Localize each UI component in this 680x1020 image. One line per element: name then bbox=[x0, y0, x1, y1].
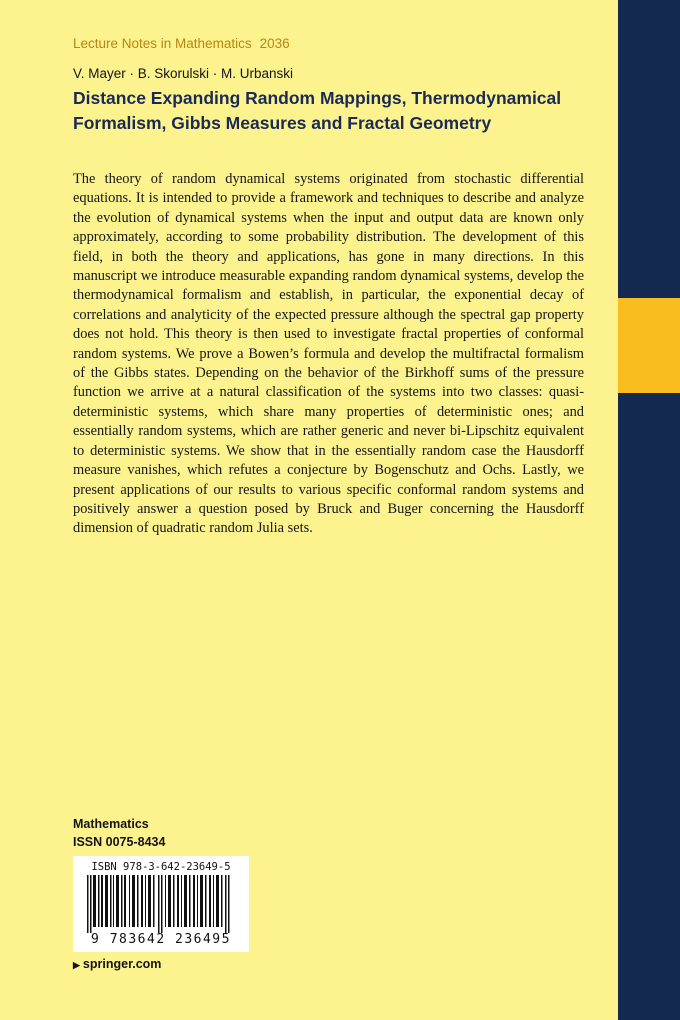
arrow-right-icon: ▶ bbox=[73, 960, 80, 970]
authors: V. Mayer · B. Skorulski · M. Urbanski bbox=[73, 66, 294, 81]
spine-band bbox=[618, 0, 680, 1020]
barcode-bars-icon bbox=[83, 875, 239, 933]
website-text: springer.com bbox=[82, 957, 162, 971]
book-title: Distance Expanding Random Mappings, Thermodynamical Formalism, Gibbs Measures and Fractal Geometry bbox=[73, 88, 562, 133]
series-number: 2036 bbox=[259, 36, 290, 51]
series-line bbox=[73, 36, 290, 51]
subject-label: Mathematics bbox=[73, 817, 149, 831]
isbn-text: ISBN 978-3-642-23649-5 bbox=[91, 861, 231, 873]
isbn-barcode bbox=[73, 856, 249, 952]
issn: ISSN 0075-8434 bbox=[73, 835, 166, 849]
abstract-text: The theory of random dynamical systems originated from stochastic differential equations. It is intended to provide a framework and techniques to describe and analyze the evolution of dynamical systems when the input and output data are known only approximately, according to some probability distribution. The development of this field, in both the theory and applications, has gone in many directions. In this manuscript we introduce measurable expanding random dynamical systems, develop the thermodynamical formalism and establish, in particular, the exponential decay of correlations and analyticity of the expected pressure although the spectral gap property does not hold. This theory is then used to investigate fractal properties of conformal random systems. We prove a Bowen’s formula and develop the multifractal formalism of the Gibbs states. Depending on the behavior of the Birkhoff sums of the pressure function we arrive at a natural classification of the systems into two classes: quasi-deterministic systems, which share many properties of deterministic ones; and essentially random systems, which are rather generic and never bi-Lipschitz equivalent to deterministic systems. We show that in the essentially random case the Hausdorff measure vanishes, which refutes a conjecture by Bogenschutz and Ochs. Lastly, we present applications of our results to various specific conformal random systems and positively answer a question posed by Bruck and Buger concerning the Hausdorff dimension of quadratic random Julia sets. bbox=[73, 171, 584, 537]
spine-accent-stripe bbox=[618, 298, 680, 393]
ean-digits: 9 783642 236495 bbox=[91, 932, 231, 947]
series-name: Lecture Notes in Mathematics bbox=[73, 36, 252, 51]
publisher-website[interactable] bbox=[73, 957, 161, 971]
